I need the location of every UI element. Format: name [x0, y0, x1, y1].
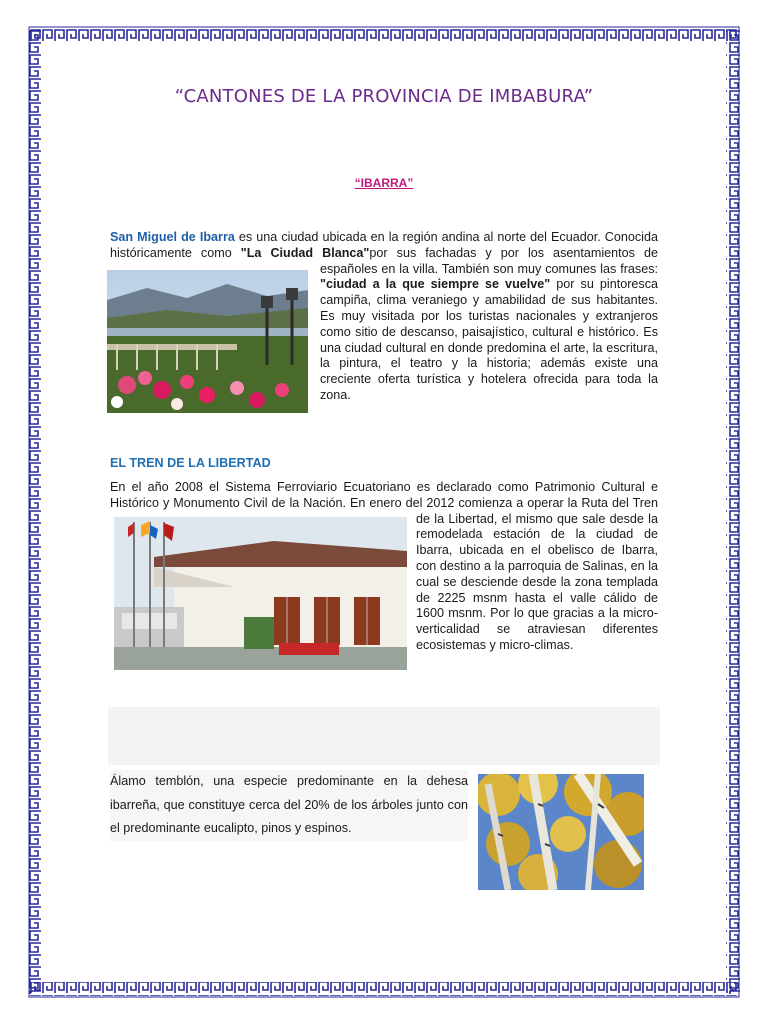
intro-text-3: por su pintoresca campiña, clima veraniego y amabilidad de sus habitantes. Es muy visitada por los turistas nacionales y extranjeros como sitio de descanso, paisajístico, cultural e histórico. Es una ciudad cultural en donde predomina el arte, la escritura, la pintura, el teatro y la historia; además existe una creciente oferta turística y hotelera ofrecida para toda la zona. [320, 277, 659, 402]
subtitle-text: “IBARRA” [354, 176, 414, 190]
section-subtitle [0, 176, 768, 190]
intro-paragraph [110, 230, 658, 410]
intro-text-1: es una ciudad ubicada en la región andina al norte del Ecuador. Conocida históricamente como [110, 230, 658, 260]
aspen-trees-image [478, 774, 644, 890]
section-heading: EL TREN DE LA LIBERTAD [110, 456, 271, 470]
section-paragraph: En el año 2008 el Sistema Ferroviario Ecuatoriano es declarado como Patrimonio Cultural e Histórico y Monumento Civil de la Nación. En enero del 2012 comienza a operar la Ruta del Tren de la Libertad, el mismo que sale desde la remodelada estación de la ciudad de Ibarra, ubicada en el obelisco de Ibarra, con destino a la parroquia de Salinas, en la cual se desciende desde la zona templada de 2225 msnm hasta el valle cálido de 1600 msnm. Por lo que gracias a la micro-verticalidad se atraviesan diferentes ecosistemas y micro-climas. [110, 480, 658, 672]
wrap-spacer [110, 262, 320, 410]
blank-block [108, 707, 660, 765]
wrap-spacer [110, 512, 416, 672]
intro-text-2: por sus fachadas y por los asentamientos de españoles en la villa. También son muy comunes las frases: [320, 245, 659, 276]
city-nickname: "La Ciudad Blanca" [240, 245, 370, 260]
tree-note: Álamo temblón, una especie predominante en la dehesa ibarreña, que constituye cerca del 20% de los árboles junto con el predominante eucalipto, pinos y espinos. [110, 770, 468, 841]
city-name: San Miguel de Ibarra [110, 230, 235, 244]
city-phrase: "ciudad a la que siempre se vuelve" [320, 277, 551, 292]
page-title: “CANTONES DE LA PROVINCIA DE IMBABURA” [174, 86, 594, 107]
